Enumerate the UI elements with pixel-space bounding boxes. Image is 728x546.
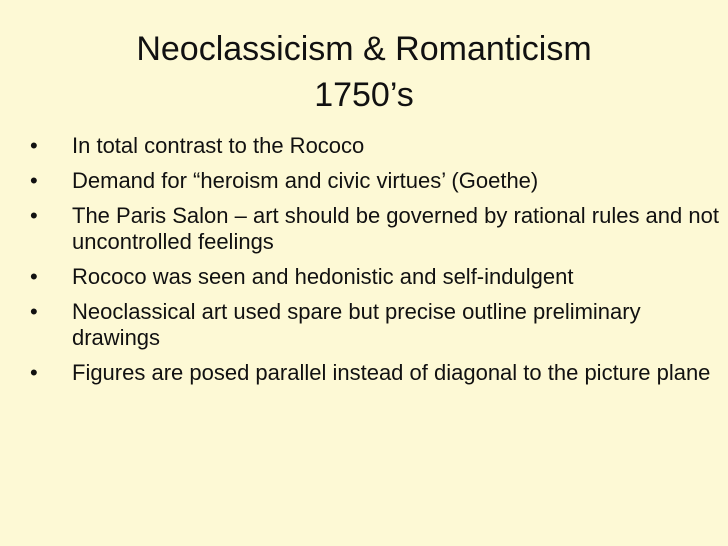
title-line-2: 1750’s [314,76,414,114]
slide-title [0,26,728,118]
bullet-icon: • [30,264,38,289]
bullet-item [30,203,720,255]
bullet-text: Rococo was seen and hedonistic and self-indulgent [72,264,574,289]
bullet-text: Demand for “heroism and civic virtues’ (Goethe) [72,168,539,193]
bullet-item [30,360,720,386]
bullet-icon: • [30,168,38,193]
bullet-list [30,133,720,395]
bullet-item [30,133,720,159]
bullet-item [30,168,720,194]
bullet-icon: • [30,299,38,324]
bullet-text: In total contrast to the Rococo [72,133,365,158]
bullet-item [30,299,720,351]
bullet-item [30,264,720,290]
bullet-text: Figures are posed parallel instead of diagonal to the picture plane [72,360,711,385]
bullet-text: The Paris Salon – art should be governed by rational rules and not uncontrolled feelings [72,203,719,254]
bullet-icon: • [30,203,38,228]
bullet-icon: • [30,133,38,158]
title-line-1: Neoclassicism & Romanticism [136,30,592,68]
bullet-text: Neoclassical art used spare but precise outline preliminary drawings [72,299,641,350]
bullet-icon: • [30,360,38,385]
